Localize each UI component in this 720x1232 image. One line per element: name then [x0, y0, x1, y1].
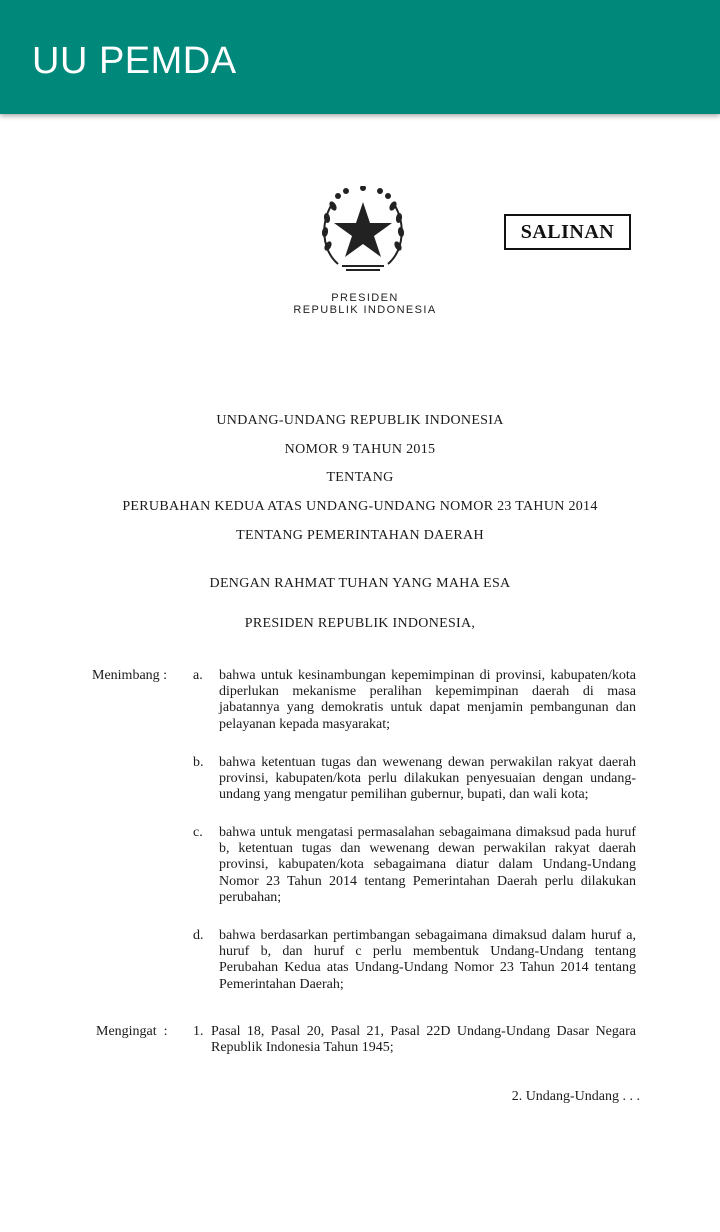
clause-letter: d.	[193, 928, 204, 943]
law-about: TENTANG	[326, 470, 394, 485]
president-line: PRESIDEN	[331, 292, 399, 304]
salinan-stamp: SALINAN	[504, 214, 631, 250]
garuda-star-emblem-icon	[316, 186, 410, 274]
law-subject-2: TENTANG PEMERINTAHAN DAERAH	[236, 528, 484, 543]
law-subject: PERUBAHAN KEDUA ATAS UNDANG-UNDANG NOMOR 23 TAHUN 2014	[122, 499, 598, 514]
clause-letter: c.	[193, 825, 203, 840]
clause-text: bahwa untuk mengatasi permasalahan sebagaimana dimaksud pada huruf b, ketentuan tugas dan wewenang dewan perwakilan rakyat daerah provinsi, kabupaten/kota sebagaimana diatur dalam Undang-Undang Nomor 23 Tahun 2014 tentang Pemerintahan Daerah perlu dilakukan perubahan;	[219, 825, 636, 905]
clause-text: Pasal 18, Pasal 20, Pasal 21, Pasal 22D Undang-Undang Dasar Negara Republik Indonesia Tahun 1945;	[211, 1024, 636, 1056]
menimbang-label: Menimbang :	[92, 668, 168, 683]
clause-text: bahwa ketentuan tugas dan wewenang dewan perwakilan rakyat daerah provinsi, kabupaten/kota perlu dilakukan penyesuaian dengan undang-undang yang mengatur pemilihan gubernur, bupati, dan wali kota;	[219, 755, 636, 803]
president-header	[270, 292, 460, 316]
app-title: UU PEMDA	[32, 40, 237, 82]
mengingat-label: Mengingat :	[96, 1024, 168, 1039]
clause-letter: a.	[193, 668, 203, 683]
clause-number: 1.	[193, 1024, 204, 1039]
clause-text: bahwa untuk kesinambungan kepemimpinan di provinsi, kabupaten/kota diperlukan mekanisme peralihan kepemimpinan daerah di masa jabatannya yang demokratis untuk dapat menjamin pembangunan dan pelayanan kepada masyarakat;	[219, 668, 636, 732]
invocation: DENGAN RAHMAT TUHAN YANG MAHA ESA	[209, 576, 511, 591]
document-page[interactable]	[0, 114, 720, 1232]
clause-text: bahwa berdasarkan pertimbangan sebagaimana dimaksud dalam huruf a, huruf b, dan huruf c perlu membentuk Undang-Undang tentang Perubahan Kedua atas Undang-Undang Nomor 23 Tahun 2014 tentang Pemerintahan Daerah;	[219, 928, 636, 992]
law-title: UNDANG-UNDANG REPUBLIK INDONESIA	[216, 413, 504, 428]
president-declaration: PRESIDEN REPUBLIK INDONESIA,	[244, 616, 476, 631]
app-bar	[0, 0, 720, 114]
page-continuation: 2. Undang-Undang . . .	[511, 1089, 640, 1104]
law-number: NOMOR 9 TAHUN 2015	[284, 442, 436, 457]
clause-letter: b.	[193, 755, 204, 770]
republic-line: REPUBLIK INDONESIA	[293, 304, 437, 316]
